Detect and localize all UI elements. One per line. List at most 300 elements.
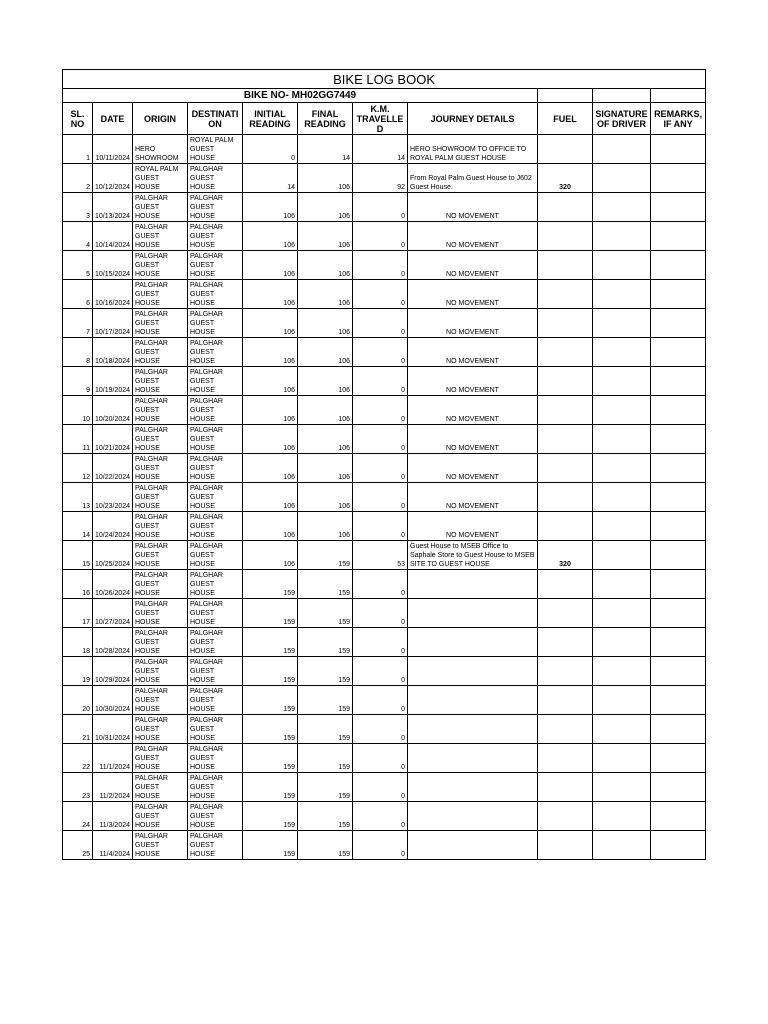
cell-signature <box>593 164 651 193</box>
cell-remarks <box>651 280 706 309</box>
cell-initial-reading: 106 <box>243 367 298 396</box>
cell-destination <box>188 222 243 251</box>
cell-fuel <box>538 744 593 773</box>
cell-destination <box>188 483 243 512</box>
cell-destination-line: HOUSE <box>190 155 215 162</box>
cell-destination <box>188 164 243 193</box>
cell-origin <box>133 512 188 541</box>
cell-sl-no: 23 <box>63 773 93 802</box>
cell-destination-line: PALGHAR <box>190 369 223 376</box>
cell-destination <box>188 802 243 831</box>
table-row <box>63 135 706 164</box>
cell-sl-no: 25 <box>63 831 93 860</box>
cell-journey-details: NO MOVEMENT <box>408 512 538 541</box>
cell-origin-line: PALGHAR <box>135 456 168 463</box>
cell-signature <box>593 222 651 251</box>
table-row <box>63 802 706 831</box>
cell-origin-line: GUEST <box>135 291 160 298</box>
table-row <box>63 280 706 309</box>
cell-origin-line: PALGHAR <box>135 833 168 840</box>
cell-final-reading: 159 <box>298 802 353 831</box>
cell-origin <box>133 773 188 802</box>
cell-remarks <box>651 773 706 802</box>
cell-origin-line: PALGHAR <box>135 340 168 347</box>
cell-initial-reading: 106 <box>243 338 298 367</box>
cell-origin-line: HOUSE <box>135 561 160 568</box>
cell-destination-line: HOUSE <box>190 851 215 858</box>
table-row <box>63 164 706 193</box>
cell-fuel <box>538 396 593 425</box>
cell-km-travelled: 0 <box>353 686 408 715</box>
cell-origin-line: GUEST <box>135 668 160 675</box>
cell-sl-no: 19 <box>63 657 93 686</box>
cell-destination <box>188 454 243 483</box>
cell-signature <box>593 454 651 483</box>
cell-destination <box>188 628 243 657</box>
cell-origin-line: HOUSE <box>135 735 160 742</box>
cell-destination-line: GUEST <box>190 639 215 646</box>
cell-destination-line: HOUSE <box>190 590 215 597</box>
cell-final-reading: 106 <box>298 396 353 425</box>
cell-remarks <box>651 686 706 715</box>
cell-final-reading: 14 <box>298 135 353 164</box>
header-destination: DESTINATI ON <box>188 103 243 135</box>
cell-origin <box>133 744 188 773</box>
cell-destination-line: HOUSE <box>190 822 215 829</box>
cell-initial-reading: 159 <box>243 831 298 860</box>
cell-date: 10/19/2024 <box>93 367 133 396</box>
cell-signature <box>593 831 651 860</box>
bike-log-table <box>62 69 706 860</box>
table-row <box>63 831 706 860</box>
cell-origin <box>133 570 188 599</box>
cell-remarks <box>651 135 706 164</box>
cell-origin-line: GUEST <box>135 581 160 588</box>
cell-fuel <box>538 309 593 338</box>
cell-sl-no: 17 <box>63 599 93 628</box>
cell-destination <box>188 251 243 280</box>
cell-journey-details <box>408 599 538 628</box>
cell-fuel <box>538 338 593 367</box>
cell-destination-line: GUEST <box>190 407 215 414</box>
cell-final-reading: 106 <box>298 222 353 251</box>
cell-journey-details: NO MOVEMENT <box>408 222 538 251</box>
cell-signature <box>593 512 651 541</box>
cell-initial-reading: 106 <box>243 454 298 483</box>
cell-date: 10/18/2024 <box>93 338 133 367</box>
cell-destination-line: HOUSE <box>190 677 215 684</box>
cell-initial-reading: 106 <box>243 280 298 309</box>
cell-fuel <box>538 657 593 686</box>
cell-destination-line: HOUSE <box>190 445 215 452</box>
cell-journey-details <box>408 570 538 599</box>
cell-remarks <box>651 367 706 396</box>
cell-origin-line: GUEST <box>135 494 160 501</box>
log-title: BIKE LOG BOOK <box>63 70 706 89</box>
cell-sl-no: 13 <box>63 483 93 512</box>
cell-origin-line: GUEST <box>135 262 160 269</box>
cell-origin-line: HOUSE <box>135 677 160 684</box>
table-row <box>63 222 706 251</box>
cell-origin-line: PALGHAR <box>135 601 168 608</box>
cell-initial-reading: 159 <box>243 744 298 773</box>
cell-origin <box>133 657 188 686</box>
table-row <box>63 483 706 512</box>
cell-sl-no: 22 <box>63 744 93 773</box>
cell-destination-line: PALGHAR <box>190 427 223 434</box>
cell-origin-line: HOUSE <box>135 590 160 597</box>
table-row <box>63 599 706 628</box>
cell-destination-line: PALGHAR <box>190 746 223 753</box>
cell-destination <box>188 338 243 367</box>
cell-destination-line: GUEST <box>190 175 215 182</box>
cell-date: 10/17/2024 <box>93 309 133 338</box>
cell-destination <box>188 657 243 686</box>
cell-destination-line: PALGHAR <box>190 717 223 724</box>
table-row <box>63 773 706 802</box>
cell-origin <box>133 686 188 715</box>
cell-destination-line: PALGHAR <box>190 340 223 347</box>
cell-fuel <box>538 483 593 512</box>
cell-journey-details <box>408 715 538 744</box>
cell-destination-line: GUEST <box>190 233 215 240</box>
table-row <box>63 338 706 367</box>
cell-signature <box>593 744 651 773</box>
cell-final-reading: 106 <box>298 338 353 367</box>
cell-initial-reading: 106 <box>243 512 298 541</box>
cell-signature <box>593 773 651 802</box>
cell-final-reading: 106 <box>298 483 353 512</box>
cell-destination-line: PALGHAR <box>190 514 223 521</box>
cell-journey-details: NO MOVEMENT <box>408 454 538 483</box>
cell-initial-reading: 159 <box>243 628 298 657</box>
cell-signature <box>593 657 651 686</box>
cell-destination-line: GUEST <box>190 697 215 704</box>
cell-date: 11/4/2024 <box>93 831 133 860</box>
cell-km-travelled: 0 <box>353 657 408 686</box>
cell-destination-line: GUEST <box>190 378 215 385</box>
cell-final-reading: 159 <box>298 541 353 570</box>
cell-journey-details <box>408 686 538 715</box>
cell-origin <box>133 599 188 628</box>
cell-origin <box>133 280 188 309</box>
table-row <box>63 657 706 686</box>
cell-remarks <box>651 657 706 686</box>
cell-km-travelled: 0 <box>353 193 408 222</box>
cell-origin-line: GUEST <box>135 233 160 240</box>
cell-origin-line: GUEST <box>135 784 160 791</box>
table-row <box>63 193 706 222</box>
cell-signature <box>593 715 651 744</box>
cell-fuel: 320 <box>538 541 593 570</box>
cell-fuel <box>538 831 593 860</box>
cell-origin <box>133 338 188 367</box>
cell-fuel: 320 <box>538 164 593 193</box>
cell-destination-line: GUEST <box>190 784 215 791</box>
cell-origin-line: HOUSE <box>135 474 160 481</box>
cell-date: 10/13/2024 <box>93 193 133 222</box>
cell-sl-no: 3 <box>63 193 93 222</box>
cell-origin-line: PALGHAR <box>135 746 168 753</box>
cell-initial-reading: 106 <box>243 425 298 454</box>
cell-fuel <box>538 686 593 715</box>
cell-destination-line: PALGHAR <box>190 688 223 695</box>
cell-origin-line: HOUSE <box>135 706 160 713</box>
cell-final-reading: 159 <box>298 686 353 715</box>
cell-destination-line: HOUSE <box>190 329 215 336</box>
cell-initial-reading: 106 <box>243 396 298 425</box>
cell-origin-line: GUEST <box>135 813 160 820</box>
cell-origin-line: HOUSE <box>135 619 160 626</box>
cell-origin-line: GUEST <box>135 552 160 559</box>
cell-origin-line: GUEST <box>135 407 160 414</box>
cell-journey-details <box>408 744 538 773</box>
cell-signature <box>593 251 651 280</box>
cell-journey-details: NO MOVEMENT <box>408 309 538 338</box>
cell-fuel <box>538 367 593 396</box>
cell-fuel <box>538 251 593 280</box>
cell-origin <box>133 715 188 744</box>
cell-destination-line: HOUSE <box>190 184 215 191</box>
cell-fuel <box>538 454 593 483</box>
bike-row-empty-cell <box>651 89 706 103</box>
cell-destination <box>188 541 243 570</box>
cell-journey-details: NO MOVEMENT <box>408 396 538 425</box>
cell-journey-details: NO MOVEMENT <box>408 483 538 512</box>
header-initial-reading: INITIAL READING <box>243 103 298 135</box>
cell-date: 10/30/2024 <box>93 686 133 715</box>
cell-destination <box>188 396 243 425</box>
cell-km-travelled: 0 <box>353 773 408 802</box>
cell-destination-line: GUEST <box>190 813 215 820</box>
table-row <box>63 309 706 338</box>
cell-origin-line: HOUSE <box>135 300 160 307</box>
cell-date: 10/23/2024 <box>93 483 133 512</box>
cell-signature <box>593 425 651 454</box>
cell-sl-no: 20 <box>63 686 93 715</box>
cell-destination <box>188 135 243 164</box>
cell-destination <box>188 425 243 454</box>
cell-origin-line: PALGHAR <box>135 282 168 289</box>
cell-initial-reading: 106 <box>243 222 298 251</box>
cell-destination-line: PALGHAR <box>190 775 223 782</box>
cell-destination-line: GUEST <box>190 755 215 762</box>
cell-origin-line: HOUSE <box>135 822 160 829</box>
cell-fuel <box>538 599 593 628</box>
cell-destination-line: HOUSE <box>190 213 215 220</box>
bike-number: BIKE NO- MH02GG7449 <box>63 89 538 103</box>
cell-origin-line: PALGHAR <box>135 804 168 811</box>
cell-journey-details <box>408 831 538 860</box>
cell-initial-reading: 106 <box>243 309 298 338</box>
header-remarks: REMARKS, IF ANY <box>651 103 706 135</box>
cell-fuel <box>538 512 593 541</box>
cell-origin <box>133 164 188 193</box>
cell-remarks <box>651 802 706 831</box>
cell-initial-reading: 159 <box>243 599 298 628</box>
cell-origin-line: GUEST <box>135 349 160 356</box>
cell-final-reading: 159 <box>298 570 353 599</box>
cell-destination-line: GUEST <box>190 320 215 327</box>
cell-sl-no: 1 <box>63 135 93 164</box>
table-row <box>63 251 706 280</box>
cell-date: 11/3/2024 <box>93 802 133 831</box>
table-row <box>63 570 706 599</box>
cell-final-reading: 159 <box>298 599 353 628</box>
cell-destination <box>188 512 243 541</box>
cell-journey-details: NO MOVEMENT <box>408 251 538 280</box>
cell-destination-line: GUEST <box>190 349 215 356</box>
cell-journey-details: Guest House to MSEB Office to Saphale Store to Guest House to MSEB SITE TO GUEST HOUSE <box>408 541 538 570</box>
cell-destination-line: HOUSE <box>190 358 215 365</box>
cell-final-reading: 159 <box>298 628 353 657</box>
cell-signature <box>593 570 651 599</box>
cell-initial-reading: 159 <box>243 686 298 715</box>
cell-final-reading: 159 <box>298 657 353 686</box>
cell-destination-line: GUEST <box>190 204 215 211</box>
cell-origin-line: HOUSE <box>135 184 160 191</box>
cell-sl-no: 5 <box>63 251 93 280</box>
cell-destination-line: PALGHAR <box>190 543 223 550</box>
cell-final-reading: 106 <box>298 193 353 222</box>
cell-origin-line: HOUSE <box>135 648 160 655</box>
cell-origin-line: HOUSE <box>135 213 160 220</box>
cell-origin-line: PALGHAR <box>135 224 168 231</box>
cell-sl-no: 18 <box>63 628 93 657</box>
cell-destination-line: GUEST <box>190 842 215 849</box>
cell-date: 10/25/2024 <box>93 541 133 570</box>
cell-destination <box>188 773 243 802</box>
cell-destination-line: HOUSE <box>190 648 215 655</box>
cell-date: 10/28/2024 <box>93 628 133 657</box>
cell-destination-line: PALGHAR <box>190 659 223 666</box>
cell-date: 10/15/2024 <box>93 251 133 280</box>
cell-km-travelled: 0 <box>353 396 408 425</box>
cell-sl-no: 7 <box>63 309 93 338</box>
cell-journey-details <box>408 802 538 831</box>
cell-origin <box>133 541 188 570</box>
cell-origin-line: HOUSE <box>135 242 160 249</box>
cell-journey-details: NO MOVEMENT <box>408 193 538 222</box>
cell-remarks <box>651 396 706 425</box>
cell-destination-line: PALGHAR <box>190 398 223 405</box>
cell-km-travelled: 0 <box>353 280 408 309</box>
cell-initial-reading: 106 <box>243 251 298 280</box>
cell-final-reading: 106 <box>298 454 353 483</box>
cell-destination-line: PALGHAR <box>190 456 223 463</box>
cell-destination <box>188 367 243 396</box>
cell-km-travelled: 0 <box>353 367 408 396</box>
table-row <box>63 628 706 657</box>
cell-remarks <box>651 251 706 280</box>
cell-destination-line: HOUSE <box>190 532 215 539</box>
cell-date: 10/29/2024 <box>93 657 133 686</box>
cell-destination-line: GUEST <box>190 610 215 617</box>
cell-journey-details <box>408 773 538 802</box>
cell-origin-line: HOUSE <box>135 445 160 452</box>
cell-destination <box>188 715 243 744</box>
cell-signature <box>593 338 651 367</box>
cell-destination-line: PALGHAR <box>190 195 223 202</box>
cell-date: 10/21/2024 <box>93 425 133 454</box>
cell-final-reading: 106 <box>298 367 353 396</box>
cell-destination-line: HOUSE <box>190 764 215 771</box>
cell-origin <box>133 802 188 831</box>
cell-origin-line: GUEST <box>135 610 160 617</box>
cell-origin-line: PALGHAR <box>135 427 168 434</box>
cell-fuel <box>538 222 593 251</box>
cell-destination-line: GUEST <box>190 291 215 298</box>
cell-date: 10/27/2024 <box>93 599 133 628</box>
cell-destination-line: GUEST <box>190 465 215 472</box>
cell-date: 10/26/2024 <box>93 570 133 599</box>
cell-signature <box>593 396 651 425</box>
cell-origin-line: GUEST <box>135 842 160 849</box>
table-row <box>63 425 706 454</box>
cell-origin-line: PALGHAR <box>135 659 168 666</box>
cell-remarks <box>651 541 706 570</box>
cell-origin-line: PALGHAR <box>135 514 168 521</box>
cell-origin-line: GUEST <box>135 204 160 211</box>
cell-km-travelled: 0 <box>353 338 408 367</box>
cell-date: 10/24/2024 <box>93 512 133 541</box>
cell-initial-reading: 159 <box>243 802 298 831</box>
cell-km-travelled: 0 <box>353 512 408 541</box>
header-sl-no: SL. NO <box>63 103 93 135</box>
cell-fuel <box>538 425 593 454</box>
cell-initial-reading: 106 <box>243 541 298 570</box>
cell-km-travelled: 0 <box>353 570 408 599</box>
cell-destination-line: PALGHAR <box>190 572 223 579</box>
cell-origin-line: HOUSE <box>135 503 160 510</box>
cell-origin <box>133 628 188 657</box>
cell-sl-no: 2 <box>63 164 93 193</box>
table-row <box>63 367 706 396</box>
cell-final-reading: 159 <box>298 715 353 744</box>
cell-origin <box>133 425 188 454</box>
cell-date: 10/31/2024 <box>93 715 133 744</box>
cell-destination-line: PALGHAR <box>190 630 223 637</box>
cell-origin-line: PALGHAR <box>135 572 168 579</box>
cell-signature <box>593 483 651 512</box>
table-row <box>63 454 706 483</box>
cell-date: 10/11/2024 <box>93 135 133 164</box>
cell-destination-line: HOUSE <box>190 619 215 626</box>
cell-origin-line: GUEST <box>135 436 160 443</box>
cell-km-travelled: 0 <box>353 802 408 831</box>
cell-date: 10/12/2024 <box>93 164 133 193</box>
cell-origin-line: HOUSE <box>135 851 160 858</box>
cell-signature <box>593 628 651 657</box>
header-signature-of-driver: SIGNATURE OF DRIVER <box>593 103 651 135</box>
cell-destination-line: HOUSE <box>190 271 215 278</box>
cell-destination-line: HOUSE <box>190 561 215 568</box>
cell-origin <box>133 367 188 396</box>
cell-sl-no: 14 <box>63 512 93 541</box>
cell-remarks <box>651 193 706 222</box>
cell-destination-line: GUEST <box>190 552 215 559</box>
cell-remarks <box>651 570 706 599</box>
cell-fuel <box>538 802 593 831</box>
cell-km-travelled: 14 <box>353 135 408 164</box>
cell-remarks <box>651 338 706 367</box>
cell-destination-line: HOUSE <box>190 416 215 423</box>
cell-remarks <box>651 454 706 483</box>
cell-origin-line: SHOWROOM <box>135 155 179 162</box>
cell-km-travelled: 0 <box>353 251 408 280</box>
cell-final-reading: 159 <box>298 831 353 860</box>
cell-origin <box>133 193 188 222</box>
